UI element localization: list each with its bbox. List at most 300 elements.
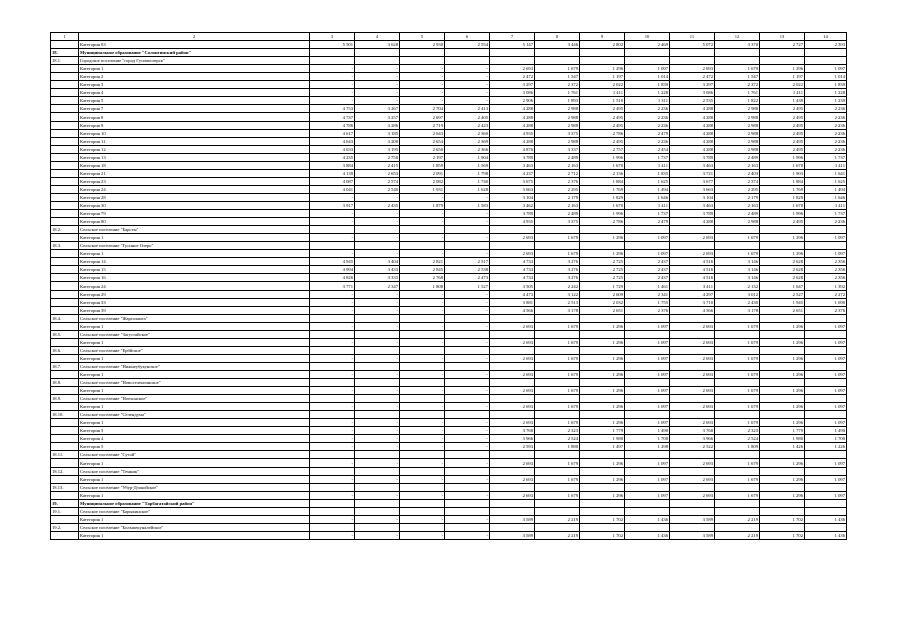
value-cell [760,346,805,354]
row-label-cell: Категория 9 [79,121,310,129]
value-cell: 1 755 [625,298,670,306]
value-cell [625,346,670,354]
value-cell: 5 501 [310,41,355,49]
table-row [51,531,847,539]
row-number-cell: 18.10. [51,411,79,419]
value-cell: 2 179 [715,193,760,201]
value-cell: 1 679 [715,65,760,73]
value-cell: - [400,435,445,443]
row-label-cell: Категория 11 [79,137,310,145]
value-cell: 1 510 [580,97,625,105]
value-cell: 3 297 [490,81,535,89]
value-cell: 2 988 [715,105,760,113]
value-cell [535,346,580,354]
value-cell [535,330,580,338]
value-cell: 1 494 [805,185,847,193]
value-cell: 2 527 [760,290,805,298]
value-cell: 2 693 [670,475,715,483]
value-cell: 3 589 [490,515,535,523]
table-row [51,419,847,427]
value-cell: - [310,234,355,242]
value-cell [580,242,625,250]
value-cell: - [310,210,355,218]
value-cell [445,451,490,459]
value-cell: 3 589 [670,531,715,539]
table-row [51,338,847,346]
value-cell: 1 761 [535,89,580,97]
value-cell: 3 370 [715,41,760,49]
value-cell [625,330,670,338]
value-cell [670,49,715,57]
value-cell [715,314,760,322]
value-cell: 4 041 [310,185,355,193]
value-cell: 2 323 [715,427,760,435]
value-cell: 1 679 [535,250,580,258]
value-cell [310,314,355,322]
row-label-cell: Категория 1 [79,475,310,483]
row-label-cell: Городское поселение "город Гусиноозерск" [79,57,310,65]
value-cell: 4 516 [670,266,715,274]
value-cell: 4 288 [670,105,715,113]
value-cell: 2 236 [625,121,670,129]
value-cell: 2 489 [535,210,580,218]
value-cell [445,523,490,531]
value-cell: - [310,354,355,362]
value-cell: 2 295 [535,185,580,193]
value-cell: 2 347 [355,282,400,290]
value-cell [400,411,445,419]
value-cell: 2 495 [760,218,805,226]
value-cell: 1 197 [580,73,625,81]
value-cell: 2 435 [355,201,400,209]
value-cell: 3 463 [490,161,535,169]
value-cell: 1 298 [625,443,670,451]
value-cell [355,499,400,507]
value-cell [445,507,490,515]
value-cell: 2 495 [580,105,625,113]
row-label-cell: Категория 1 [79,515,310,523]
value-cell: 2 374 [715,177,760,185]
table-row [51,290,847,298]
value-cell: 1 228 [625,89,670,97]
row-number-cell [51,387,79,395]
value-cell: 2 437 [625,266,670,274]
value-cell [400,499,445,507]
value-cell: 1 809 [715,443,760,451]
value-cell: 1 547 [535,73,580,81]
value-cell: 1 490 [625,427,670,435]
value-cell [490,523,535,531]
value-cell [445,379,490,387]
value-cell: 2 535 [670,97,715,105]
value-cell: 1 859 [400,161,445,169]
value-cell: 3 276 [535,266,580,274]
value-cell: 2 651 [580,306,625,314]
value-cell: 1 097 [805,491,847,499]
value-cell: - [445,387,490,395]
value-cell [535,242,580,250]
value-cell [310,523,355,531]
value-cell: 1 097 [625,338,670,346]
value-cell: - [445,210,490,218]
value-cell [490,379,535,387]
value-cell: 2 693 [490,354,535,362]
value-cell [580,49,625,57]
value-cell: 2 757 [580,145,625,153]
value-cell: - [310,515,355,523]
value-cell: 2 376 [625,306,670,314]
value-cell [625,467,670,475]
value-cell: - [310,306,355,314]
value-cell [805,242,847,250]
value-cell: 2 219 [535,515,580,523]
value-cell [490,467,535,475]
value-cell [310,57,355,65]
row-number-cell [51,290,79,298]
value-cell: 1 296 [580,354,625,362]
value-cell [670,483,715,491]
value-cell: 1 097 [805,387,847,395]
value-cell [535,411,580,419]
value-cell [760,379,805,387]
value-cell [715,523,760,531]
value-cell [445,395,490,403]
value-cell: 1 737 [625,210,670,218]
value-cell: - [355,306,400,314]
value-cell: - [310,322,355,330]
row-label-cell: Категория 2 [79,73,310,81]
value-cell [715,330,760,338]
value-cell: 2 479 [625,129,670,137]
value-cell: 1 228 [805,89,847,97]
row-number-cell [51,105,79,113]
value-cell [805,49,847,57]
value-cell: 2 413 [445,105,490,113]
value-cell: - [310,443,355,451]
value-cell: 1 097 [805,65,847,73]
value-cell: 1 798 [445,169,490,177]
row-label-cell: Категория 5 [79,97,310,105]
value-cell: 1 829 [760,193,805,201]
value-cell [625,49,670,57]
row-label-cell: Сельское поселение "Селендума" [79,411,310,419]
value-cell: 1 436 [625,515,670,523]
value-cell: 2 405 [445,113,490,121]
value-cell [445,467,490,475]
row-label-cell: Категория 03 [79,41,310,49]
value-cell [805,57,847,65]
value-cell: 3 012 [715,290,760,298]
value-cell [400,523,445,531]
value-cell [445,226,490,234]
row-number-cell: 18.4. [51,314,79,322]
value-cell: 2 369 [445,137,490,145]
value-cell: 3 462 [490,201,535,209]
value-cell: - [445,322,490,330]
value-cell [625,226,670,234]
value-cell [355,362,400,370]
value-cell: 1 702 [580,531,625,539]
table-row [51,193,847,201]
header-cell: 1 [51,33,79,41]
value-cell [400,226,445,234]
value-cell: - [310,65,355,73]
row-number-cell [51,491,79,499]
row-number-cell: 18.1. [51,57,79,65]
value-cell: 4 566 [490,306,535,314]
value-cell: 2 845 [400,266,445,274]
value-cell [310,226,355,234]
row-number-cell [51,129,79,137]
value-cell [805,467,847,475]
value-cell: - [400,491,445,499]
value-cell: 2 538 [445,266,490,274]
value-cell: 2 489 [535,153,580,161]
value-cell: 1 239 [805,97,847,105]
value-cell: 1 296 [580,65,625,73]
value-cell: 1 097 [805,370,847,378]
table-row [51,161,847,169]
value-cell [670,451,715,459]
value-cell: 3 589 [490,531,535,539]
value-cell: 2 693 [490,491,535,499]
row-number-cell [51,65,79,73]
row-label-cell: Категория 3 [79,81,310,89]
value-cell: 1 829 [580,193,625,201]
value-cell: 2 693 [490,338,535,346]
row-label-cell: Сельское поселение "Ербйское" [79,346,310,354]
value-cell [310,379,355,387]
value-cell [355,483,400,491]
value-cell [355,57,400,65]
value-cell: 3 463 [670,161,715,169]
value-cell: 2 988 [535,137,580,145]
header-cell: 10 [625,33,670,41]
value-cell: 1 980 [580,435,625,443]
value-cell [490,346,535,354]
row-label-cell: Категория 12 [79,145,310,153]
value-cell: 2 693 [670,65,715,73]
row-label-cell: Сельское поселение "Большекуналейское" [79,523,310,531]
value-cell: 4 733 [490,266,535,274]
value-cell: - [355,73,400,81]
value-cell: 4 516 [670,258,715,266]
row-number-cell [51,210,79,218]
value-cell: 1 490 [805,427,847,435]
value-cell: 3 286 [355,121,400,129]
value-cell: - [310,427,355,435]
value-cell [445,346,490,354]
value-cell: - [445,234,490,242]
value-cell: - [400,250,445,258]
value-cell: 2 473 [445,274,490,282]
header-cell: 11 [670,33,715,41]
value-cell: 2 366 [445,145,490,153]
value-cell: 2 236 [805,113,847,121]
value-cell [580,507,625,515]
value-cell [355,330,400,338]
value-cell: 1 097 [625,250,670,258]
table-row [51,201,847,209]
value-cell: 2 768 [400,274,445,282]
value-cell: 2 574 [355,177,400,185]
row-label-cell: Категория 29 [79,290,310,298]
header-cell: 13 [760,33,805,41]
value-cell: 3 789 [670,153,715,161]
value-cell: 1 097 [625,65,670,73]
value-cell: - [445,419,490,427]
value-cell [670,362,715,370]
value-cell: - [400,475,445,483]
value-cell: 3 411 [670,282,715,290]
value-cell: - [355,531,400,539]
value-cell: 1 097 [625,403,670,411]
value-cell [760,226,805,234]
value-cell: 2 242 [535,282,580,290]
value-cell: 1 641 [805,169,847,177]
value-cell [760,330,805,338]
row-label-cell: Категория 1 [79,322,310,330]
value-cell [490,499,535,507]
value-cell: - [355,427,400,435]
value-cell [445,57,490,65]
value-cell [760,467,805,475]
row-label-cell: Категория 79 [79,210,310,218]
value-cell: 3 505 [490,282,535,290]
value-cell: 3 589 [670,515,715,523]
table-row [51,81,847,89]
value-cell: 3 104 [670,193,715,201]
value-cell [400,507,445,515]
value-cell [670,467,715,475]
value-cell: - [400,403,445,411]
value-cell: 2 495 [760,105,805,113]
row-label-cell: Категория 39 [79,306,310,314]
value-cell: 1 880 [535,443,580,451]
value-cell: - [400,419,445,427]
table-row [51,523,847,531]
table-row [51,443,847,451]
value-cell: 3 122 [535,290,580,298]
value-cell [760,395,805,403]
table-row [51,298,847,306]
row-number-cell [51,73,79,81]
value-cell: 2 628 [760,258,805,266]
value-cell [310,362,355,370]
value-cell: 3 146 [715,274,760,282]
value-cell: 1 980 [760,435,805,443]
row-label-cell: Муниципальное образование "Тарбагатайский район" [79,499,310,507]
header-cell: 12 [715,33,760,41]
value-cell: 5 147 [490,41,535,49]
value-cell [490,411,535,419]
row-label-cell: Категория 14 [79,258,310,266]
value-cell: 2 988 [715,145,760,153]
value-cell: 1 097 [805,250,847,258]
value-cell: 2 372 [715,81,760,89]
value-cell: 1 296 [760,354,805,362]
value-cell: 1 569 [445,161,490,169]
value-cell: 3 375 [535,218,580,226]
value-cell: 4 297 [670,290,715,298]
value-cell: 3 178 [535,306,580,314]
value-cell: 1 679 [535,370,580,378]
row-label-cell: Категория 3 [79,427,310,435]
value-cell [400,57,445,65]
value-cell: 2 495 [580,121,625,129]
value-cell: 2 906 [490,97,535,105]
row-number-cell: 18.5. [51,330,79,338]
value-cell: 1 996 [580,153,625,161]
value-cell [400,242,445,250]
value-cell: - [400,443,445,451]
value-cell: 1 931 [400,185,445,193]
value-cell: 2 693 [490,322,535,330]
value-cell [580,467,625,475]
value-cell [535,49,580,57]
table-row [51,97,847,105]
value-cell: 1 679 [535,234,580,242]
value-cell: 1 646 [805,193,847,201]
value-cell [805,523,847,531]
value-cell: - [310,298,355,306]
value-cell: 1 679 [715,250,760,258]
value-cell: 1 296 [580,459,625,467]
value-cell: - [310,193,355,201]
value-cell: 1 097 [805,234,847,242]
value-cell [535,483,580,491]
value-cell: 1 893 [535,97,580,105]
value-cell [310,242,355,250]
value-cell: 1 226 [805,443,847,451]
value-cell: 2 988 [535,113,580,121]
value-cell: 1 679 [715,419,760,427]
value-cell [715,346,760,354]
row-label-cell: Категория 24 [79,282,310,290]
row-number-cell [51,298,79,306]
value-cell: 1 679 [535,338,580,346]
value-cell: 2 540 [355,185,400,193]
value-cell: 2 988 [715,129,760,137]
value-cell: 2 693 [670,322,715,330]
value-cell: 2 454 [625,145,670,153]
value-cell: 2 609 [580,290,625,298]
value-cell [625,411,670,419]
row-number-cell [51,161,79,169]
value-cell: 2 495 [760,121,805,129]
value-cell: - [400,210,445,218]
value-cell: 1 436 [805,531,847,539]
value-cell [805,330,847,338]
value-cell: 2 693 [490,419,535,427]
value-cell: 2 704 [400,105,445,113]
value-cell: 1 296 [760,338,805,346]
value-cell: - [355,81,400,89]
value-cell [625,242,670,250]
value-cell: - [310,250,355,258]
value-cell: 1 679 [535,419,580,427]
value-cell [625,507,670,515]
value-cell: 2 988 [715,113,760,121]
value-cell: 2 091 [400,169,445,177]
value-cell: - [310,81,355,89]
table-row [51,129,847,137]
row-label-cell: Категория 1 [79,419,310,427]
value-cell: - [400,89,445,97]
value-cell [535,523,580,531]
value-cell [535,226,580,234]
value-cell [760,523,805,531]
